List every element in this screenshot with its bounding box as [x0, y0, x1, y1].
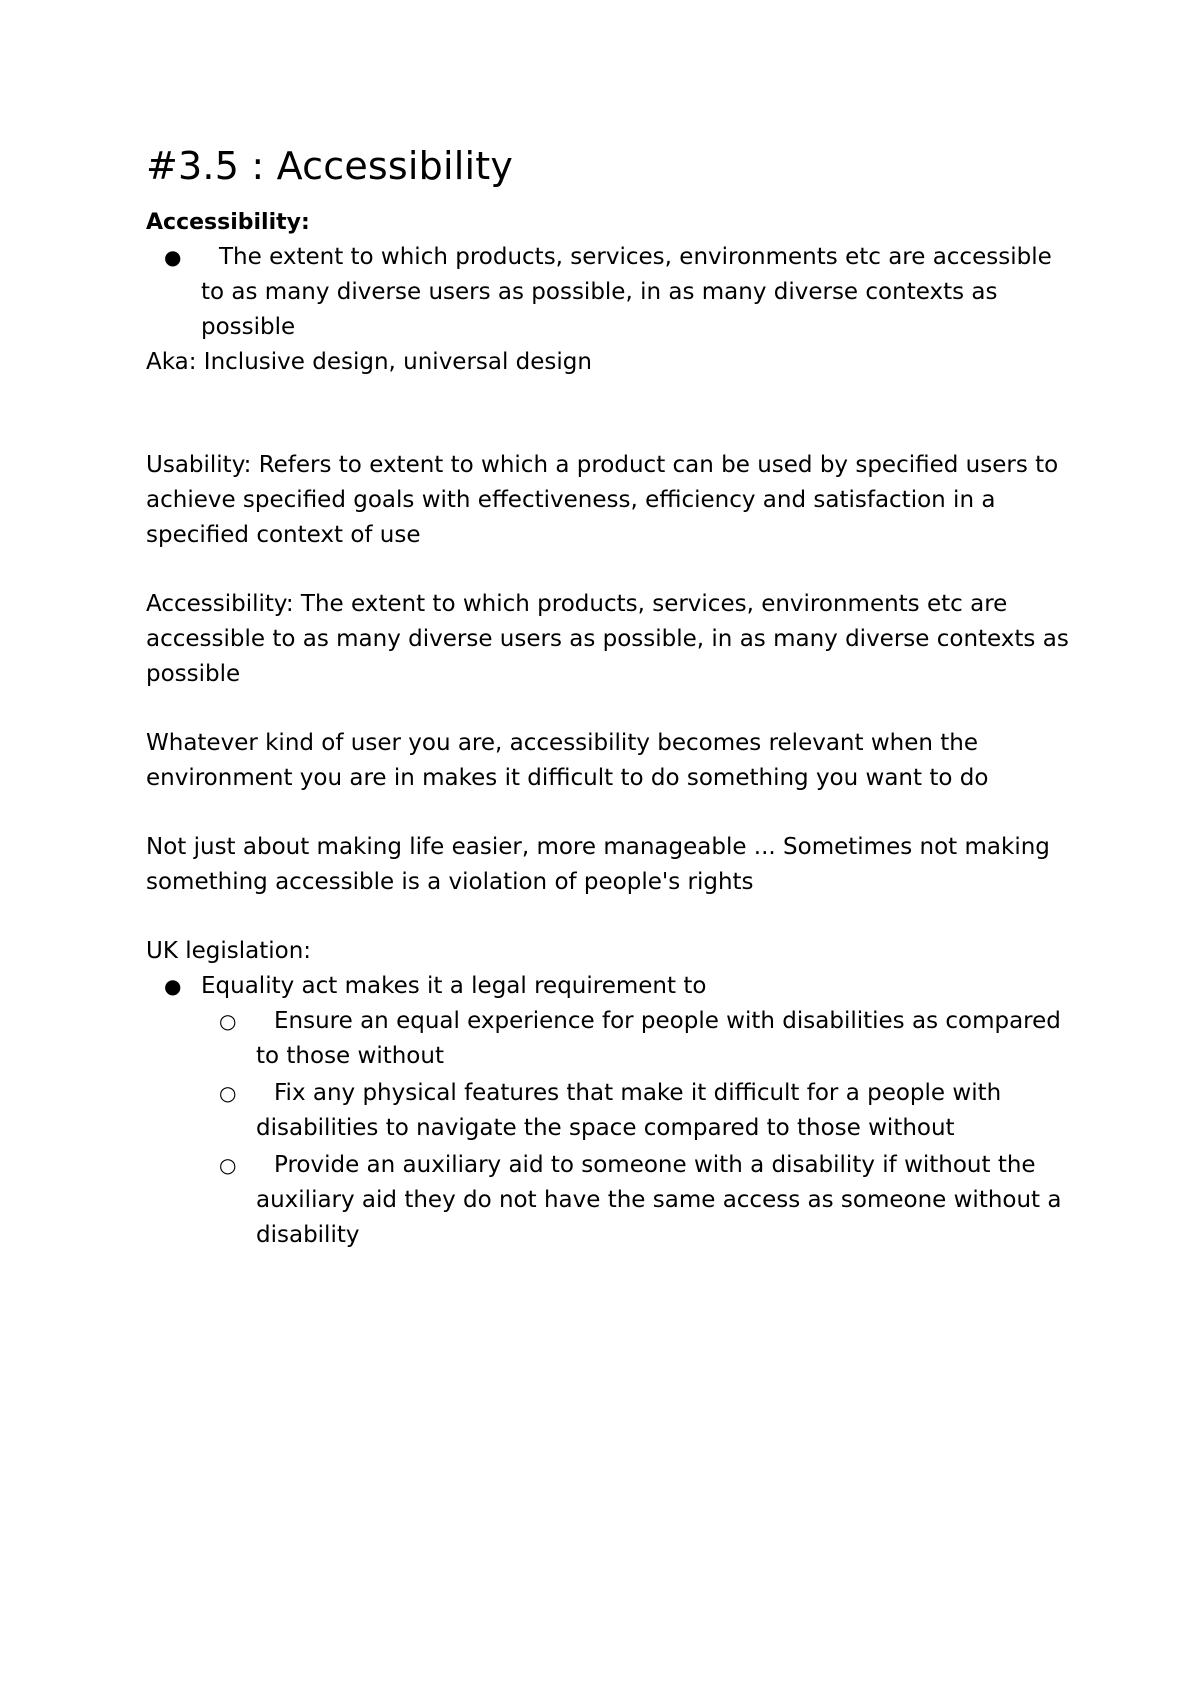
list-item: [146, 240, 1076, 345]
uk-legislation-list: [146, 969, 1076, 1253]
whatever-paragraph: Whatever kind of user you are, accessibility becomes relevant when the environment you are in makes it difficult to do something you want to do: [146, 730, 989, 791]
bullet-dot-icon: ●: [164, 245, 182, 269]
sub-item-text: Ensure an equal experience for people with disabilities as compared to those without: [256, 1008, 1061, 1069]
accessibility-bullet-list: [146, 240, 1076, 345]
equality-bullet-text: Equality act makes it a legal requirement to: [201, 973, 707, 999]
document-content: [146, 140, 1076, 1255]
list-item: [146, 969, 1076, 1253]
bullet-dot-icon: ●: [164, 974, 182, 998]
uk-legislation-label: UK legislation:: [146, 938, 312, 964]
not-just-paragraph: Not just about making life easier, more manageable ... Sometimes not making something accessible is a violation of people's rights: [146, 834, 1050, 895]
sub-item-text: Provide an auxiliary aid to someone with a disability if without the auxiliary aid they do not have the same access as someone without a disability: [256, 1152, 1062, 1248]
bullet-circle-icon: ○: [219, 1009, 237, 1033]
page-title: #3.5 : Accessibility: [146, 144, 514, 188]
accessibility-heading: Accessibility:: [146, 210, 310, 235]
sub-list-item: [201, 1076, 1076, 1146]
sub-list-item: [201, 1004, 1076, 1074]
bullet-circle-icon: ○: [219, 1081, 237, 1105]
sub-item-text: Fix any physical features that make it difficult for a people with disabilities to navigate the space compared to those without: [256, 1080, 1002, 1141]
spacer: [146, 414, 1076, 448]
usability-paragraph: Usability: Refers to extent to which a product can be used by specified users to achieve specified goals with effectiveness, efficiency and satisfaction in a specified context of use: [146, 452, 1059, 548]
sub-list-item: [201, 1148, 1076, 1253]
accessibility-definition-paragraph: Accessibility: The extent to which products, services, environments etc are accessible to as many diverse users as possible, in as many diverse contexts as possible: [146, 591, 1069, 687]
equality-sub-list: [201, 1004, 1076, 1253]
accessibility-bullet-text: The extent to which products, services, environments etc are accessible to as many diverse users as possible, in as many diverse contexts as possible: [201, 244, 1052, 340]
aka-paragraph: Aka: Inclusive design, universal design: [146, 349, 592, 375]
bullet-circle-icon: ○: [219, 1153, 237, 1177]
